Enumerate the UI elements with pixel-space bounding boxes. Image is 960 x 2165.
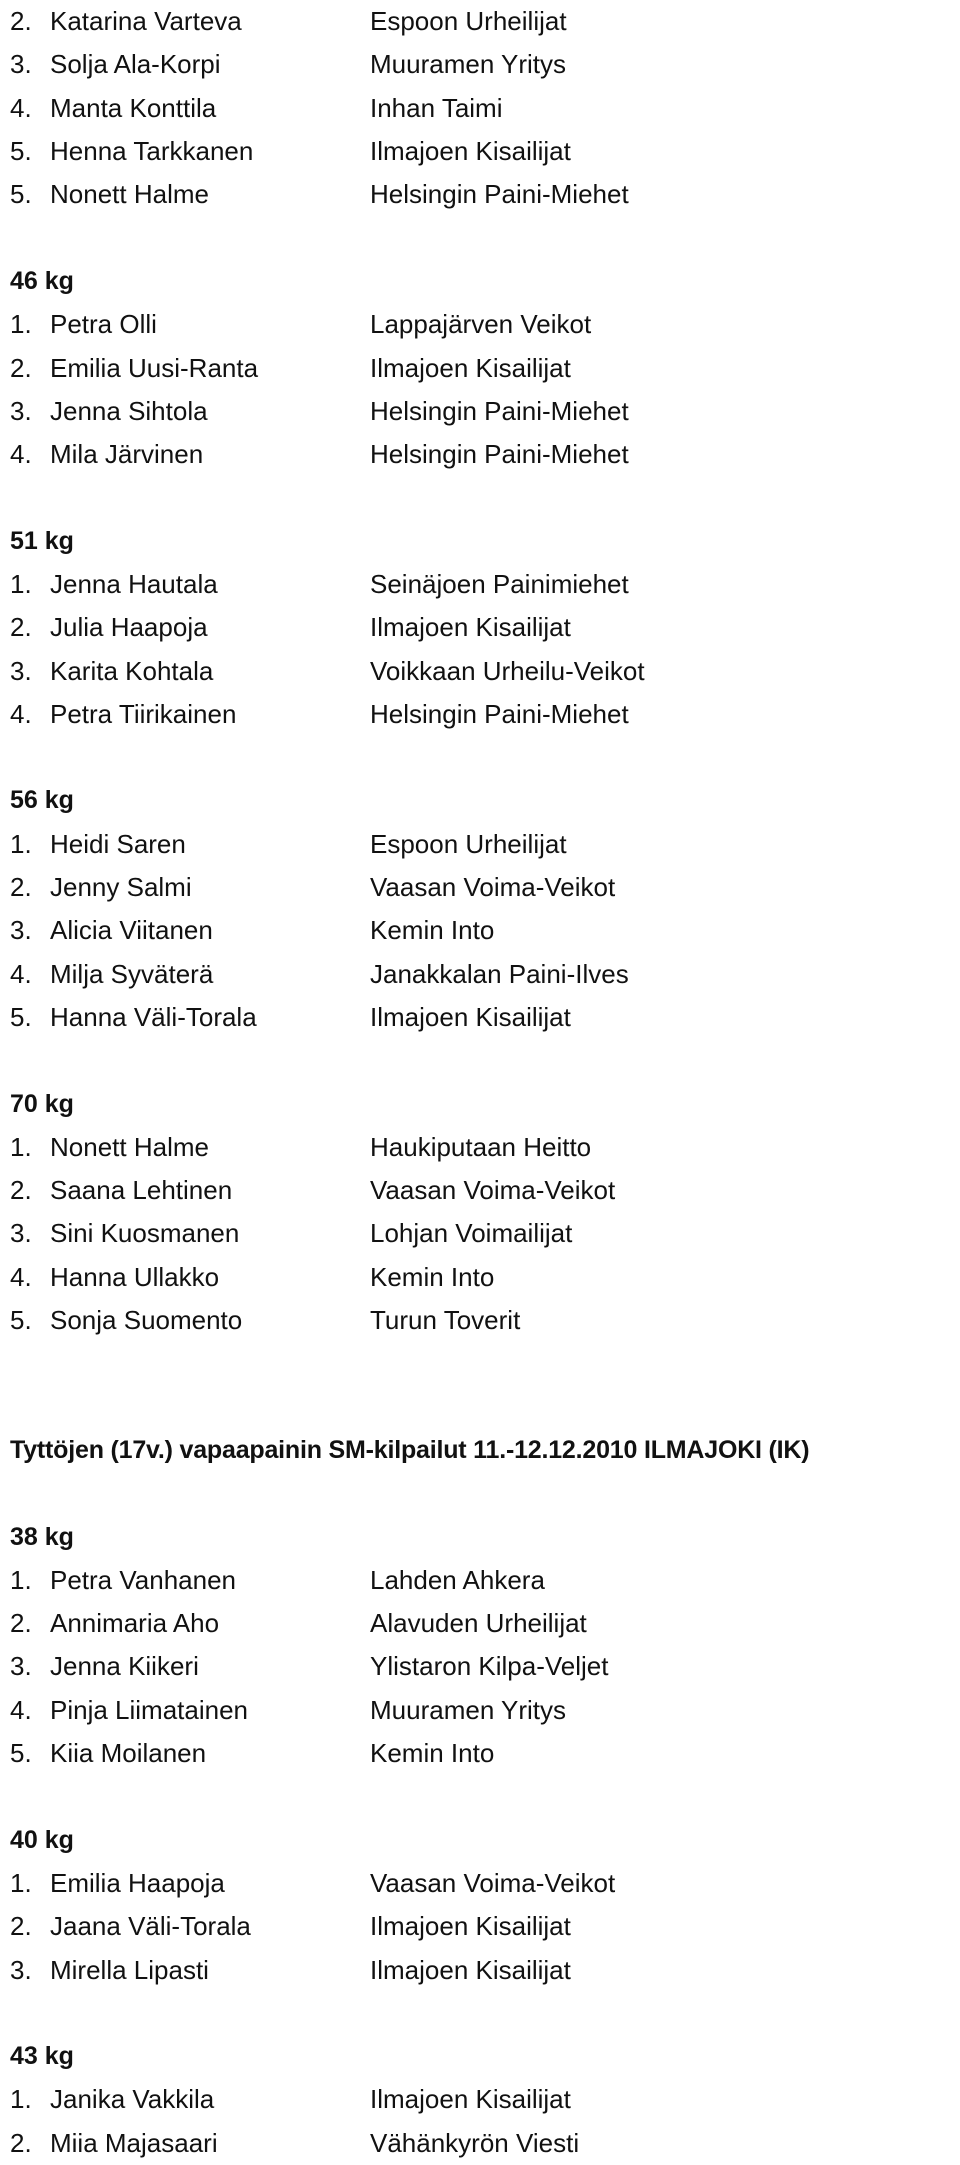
placement: 1.	[10, 2084, 32, 2115]
result-row	[10, 866, 960, 909]
club-name: Helsingin Paini-Miehet	[370, 698, 629, 729]
placement: 5.	[10, 1305, 32, 1336]
athlete-name: Karita Kohtala	[50, 655, 214, 686]
placement: 4.	[10, 958, 32, 989]
athlete-name: Heidi Saren	[50, 828, 186, 859]
result-row	[10, 606, 960, 649]
athlete-name: Miia Majasaari	[50, 2127, 218, 2158]
placement: 2.	[10, 1911, 32, 1942]
athlete-name: Petra Tiirikainen	[50, 698, 237, 729]
club-name: Helsingin Paini-Miehet	[370, 439, 629, 470]
result-row	[10, 1905, 960, 1948]
result-row	[10, 1948, 960, 1991]
club-name: Lahden Ahkera	[370, 1564, 545, 1595]
result-row	[10, 1299, 960, 1342]
result-row	[10, 43, 960, 86]
section-spacer	[10, 1992, 960, 2035]
club-name: Ilmajoen Kisailijat	[370, 612, 571, 643]
athlete-name: Janika Vakkila	[50, 2084, 215, 2115]
result-row	[10, 563, 960, 606]
club-name: Lohjan Voimailijat	[370, 1218, 573, 1249]
placement: 1.	[10, 569, 32, 599]
athlete-name: Saana Lehtinen	[50, 1175, 233, 1206]
athlete-name: Pinja Liimatainen	[50, 1694, 249, 1725]
result-row	[10, 433, 960, 476]
athlete-name: Manta Konttila	[50, 92, 217, 123]
result-row	[10, 909, 960, 952]
placement: 3.	[10, 655, 32, 686]
result-row	[10, 0, 960, 43]
section-spacer	[10, 476, 960, 519]
result-row	[10, 1645, 960, 1688]
club-name: Vaasan Voima-Veikot	[370, 1867, 616, 1898]
placement: 1.	[10, 1564, 32, 1595]
weight-class-heading: 43 kg	[10, 2042, 74, 2071]
club-name: Turun Toverit	[370, 1305, 521, 1336]
placement: 1.	[10, 309, 32, 340]
placement: 5.	[10, 136, 32, 167]
club-name: Vähänkyrön Viesti	[370, 2127, 580, 2158]
athlete-name: Jenna Sihtola	[50, 395, 208, 426]
club-name: Ilmajoen Kisailijat	[370, 1001, 571, 1032]
weight-class-heading: 40 kg	[10, 1825, 74, 1854]
placement: 5.	[10, 1001, 32, 1032]
result-row	[10, 130, 960, 173]
athlete-name: Henna Tarkkanen	[50, 136, 254, 167]
placement: 3.	[10, 1218, 32, 1249]
club-name: Ilmajoen Kisailijat	[370, 352, 571, 383]
athlete-name: Jenny Salmi	[50, 872, 192, 903]
club-name: Ilmajoen Kisailijat	[370, 1911, 571, 1942]
weight-class-heading: 46 kg	[10, 266, 74, 295]
club-name: Seinäjoen Painimiehet	[370, 569, 629, 599]
result-row	[10, 87, 960, 130]
section-spacer	[10, 1775, 960, 1818]
placement: 4.	[10, 1261, 32, 1292]
placement: 3.	[10, 1954, 32, 1985]
result-row	[10, 953, 960, 996]
athlete-name: Nonett Halme	[50, 179, 209, 210]
athlete-name: Kiia Moilanen	[50, 1738, 207, 1769]
section-spacer	[10, 1342, 960, 1429]
result-row	[10, 1256, 960, 1299]
placement: 1.	[10, 1131, 32, 1162]
competition-title: Tyttöjen (17v.) vapaapainin SM-kilpailut 11.-12.12.2010 ILMAJOKI (IK)	[10, 1435, 810, 1464]
placement: 3.	[10, 1651, 32, 1682]
placement: 4.	[10, 698, 32, 729]
result-row	[10, 1732, 960, 1775]
placement: 2.	[10, 872, 32, 903]
result-row	[10, 1169, 960, 1212]
placement: 3.	[10, 395, 32, 426]
club-name: Muuramen Yritys	[370, 49, 567, 80]
result-row	[10, 173, 960, 216]
placement: 3.	[10, 49, 32, 80]
result-row	[10, 693, 960, 736]
club-name: Lappajärven Veikot	[370, 309, 592, 340]
athlete-name: Petra Vanhanen	[50, 1564, 236, 1595]
club-name: Kemin Into	[370, 915, 495, 946]
athlete-name: Emilia Uusi-Ranta	[50, 352, 259, 383]
athlete-name: Sini Kuosmanen	[50, 1218, 240, 1249]
club-name: Muuramen Yritys	[370, 1694, 567, 1725]
athlete-name: Nonett Halme	[50, 1131, 209, 1162]
placement: 5.	[10, 1738, 32, 1769]
club-name: Ilmajoen Kisailijat	[370, 136, 571, 167]
result-row	[10, 996, 960, 1039]
club-name: Helsingin Paini-Miehet	[370, 395, 629, 426]
weight-class-heading: 51 kg	[10, 526, 74, 555]
athlete-name: Mirella Lipasti	[50, 1954, 209, 1985]
placement: 2.	[10, 612, 32, 643]
athlete-name: Jenna Hautala	[50, 569, 218, 599]
athlete-name: Jenna Kiikeri	[50, 1651, 199, 1682]
placement: 1.	[10, 828, 32, 859]
athlete-name: Jaana Väli-Torala	[50, 1911, 251, 1942]
club-name: Helsingin Paini-Miehet	[370, 179, 629, 210]
result-row	[10, 823, 960, 866]
section-spacer	[10, 1472, 960, 1515]
club-name: Inhan Taimi	[370, 92, 503, 123]
result-row	[10, 2078, 960, 2121]
weight-class-heading: 56 kg	[10, 786, 74, 815]
club-name: Alavuden Urheilijat	[370, 1608, 587, 1639]
athlete-name: Petra Olli	[50, 309, 157, 340]
club-name: Haukiputaan Heitto	[370, 1131, 592, 1162]
result-row	[10, 1862, 960, 1905]
placement: 2.	[10, 1608, 32, 1639]
club-name: Espoon Urheilijat	[370, 828, 567, 859]
athlete-name: Annimaria Aho	[50, 1608, 220, 1639]
athlete-name: Hanna Väli-Torala	[50, 1001, 257, 1032]
placement: 5.	[10, 179, 32, 210]
weight-class-heading: 38 kg	[10, 1522, 74, 1551]
club-name: Vaasan Voima-Veikot	[370, 1175, 616, 1206]
club-name: Ylistaron Kilpa-Veljet	[370, 1651, 609, 1682]
club-name: Kemin Into	[370, 1738, 495, 1769]
athlete-name: Mila Järvinen	[50, 439, 204, 470]
athlete-name: Emilia Haapoja	[50, 1867, 225, 1898]
result-row	[10, 1602, 960, 1645]
placement: 4.	[10, 439, 32, 470]
placement: 2.	[10, 2127, 32, 2158]
placement: 2.	[10, 352, 32, 383]
club-name: Kemin Into	[370, 1261, 495, 1292]
placement: 4.	[10, 1694, 32, 1725]
placement: 4.	[10, 92, 32, 123]
result-row	[10, 390, 960, 433]
club-name: Vaasan Voima-Veikot	[370, 872, 616, 903]
athlete-name: Milja Syväterä	[50, 958, 214, 989]
club-name: Espoon Urheilijat	[370, 6, 567, 37]
placement: 2.	[10, 6, 32, 37]
athlete-name: Sonja Suomento	[50, 1305, 243, 1336]
club-name: Janakkalan Paini-Ilves	[370, 958, 629, 989]
club-name: Ilmajoen Kisailijat	[370, 2084, 571, 2115]
result-row	[10, 1212, 960, 1255]
weight-class-heading: 70 kg	[10, 1089, 74, 1118]
result-row	[10, 2122, 960, 2165]
result-row	[10, 303, 960, 346]
athlete-name: Hanna Ullakko	[50, 1261, 220, 1292]
athlete-name: Katarina Varteva	[50, 6, 242, 37]
result-row	[10, 1559, 960, 1602]
athlete-name: Solja Ala-Korpi	[50, 49, 221, 80]
placement: 3.	[10, 915, 32, 946]
result-row	[10, 346, 960, 389]
club-name: Voikkaan Urheilu-Veikot	[370, 655, 645, 686]
athlete-name: Julia Haapoja	[50, 612, 208, 643]
section-spacer	[10, 1039, 960, 1082]
result-row	[10, 649, 960, 692]
section-spacer	[10, 216, 960, 259]
result-row	[10, 1126, 960, 1169]
placement: 2.	[10, 1175, 32, 1206]
athlete-name: Alicia Viitanen	[50, 915, 213, 946]
placement: 1.	[10, 1867, 32, 1898]
club-name: Ilmajoen Kisailijat	[370, 1954, 571, 1985]
result-row	[10, 1689, 960, 1732]
section-spacer	[10, 736, 960, 779]
